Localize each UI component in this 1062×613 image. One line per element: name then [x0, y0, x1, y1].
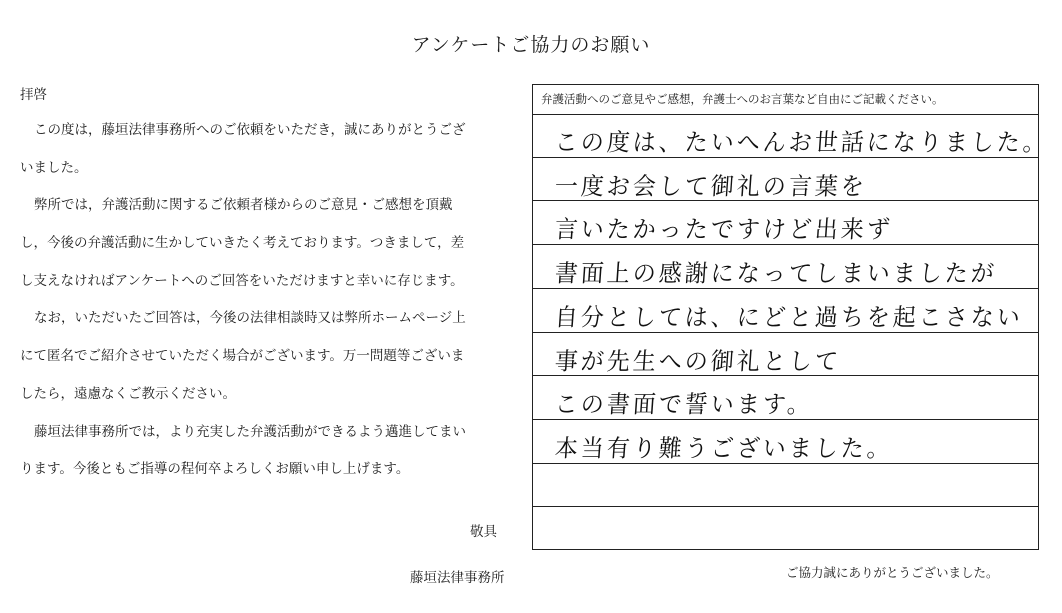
letter-line: 弊所では，弁護活動に関するご依頼者様からのご意見・ご感想を頂戴 — [34, 197, 453, 214]
letter-line: にて匿名でご紹介させていただく場合がございます。万一問題等ございま — [20, 348, 465, 365]
letter-signature: 藤垣法律事務所 — [410, 570, 505, 586]
letter-greeting: 拝啓 — [20, 87, 47, 103]
page-title: アンケートご協力のお願い — [411, 34, 651, 56]
handwritten-comment-line: この書面で誓います。 — [553, 391, 814, 419]
letter-closing: 敬具 — [470, 524, 497, 540]
letter-line: なお，いただいたご回答は，今後の法律相談時又は弊所ホームページ上 — [34, 310, 466, 327]
handwritten-comment-line: 自分としては、にどと過ちを起こさない — [553, 304, 1024, 332]
letter-body — [20, 86, 515, 498]
handwritten-comment-line: 本当有り難うございました。 — [553, 435, 894, 463]
handwritten-comment-line: 事が先生への御礼として — [553, 347, 842, 376]
letter-line: 藤垣法律事務所では，より充実した弁護活動ができるよう邁進してまい — [34, 423, 466, 440]
footer-thanks: ご協力誠にありがとうございました。 — [786, 565, 999, 580]
letter-line: いました。 — [20, 159, 88, 176]
letter-line: し，今後の弁護活動に生かしていきたく考えております。つきまして，差 — [20, 235, 465, 252]
handwritten-comment-line: 言いたかったですけど出来ず — [553, 216, 894, 245]
letter-line: この度は，藤垣法律事務所へのご依頼をいただき，誠にありがとうござ — [34, 122, 466, 138]
letter-line: ります。今後ともご指導の程何卒よろしくお願い申し上げます。 — [20, 461, 410, 478]
letter-line: したら，遠慮なくご教示ください。 — [20, 385, 236, 402]
handwritten-comment-line: この度は、たいへんお世話になりました。 — [553, 129, 1050, 157]
form-rule-line — [533, 506, 1038, 507]
comment-form-header: 弁護活動へのご意見やご感想，弁護士へのお言葉など自由にご記載ください。 — [533, 85, 1038, 115]
letter-line: し支えなければアンケートへのご回答をいただけますと幸いに存じます。 — [20, 272, 464, 289]
comment-form — [532, 84, 1050, 550]
handwritten-comment-line: 一度お会して御礼の言葉を — [553, 173, 868, 201]
handwritten-comment-line: 書面上の感謝になってしまいましたが — [553, 260, 998, 288]
letter-paragraphs — [20, 121, 515, 478]
